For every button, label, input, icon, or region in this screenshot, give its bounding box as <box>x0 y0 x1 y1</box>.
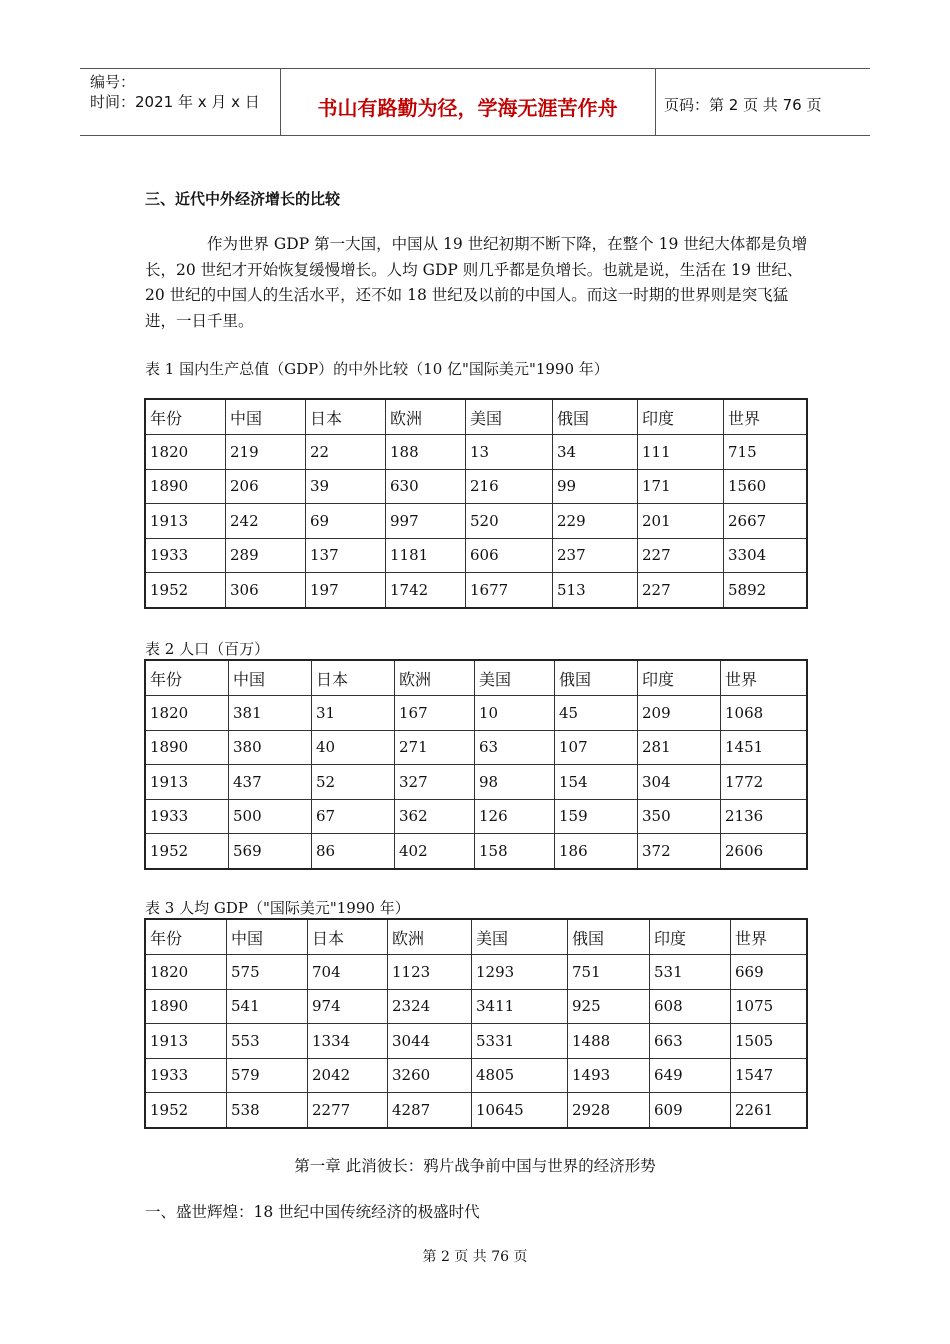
value-cell: 569 <box>229 834 312 868</box>
value-cell: 380 <box>229 731 312 766</box>
value-cell: 158 <box>475 834 555 868</box>
subsection-title: 一、盛世辉煌：18 世纪中国传统经济的极盛时代 <box>145 1203 480 1221</box>
year-cell: 1890 <box>146 470 226 505</box>
value-cell: 630 <box>386 470 466 505</box>
value-cell: 40 <box>312 731 395 766</box>
table-row <box>146 539 806 574</box>
year-cell: 1933 <box>146 800 229 835</box>
value-cell: 3044 <box>388 1024 472 1059</box>
value-cell: 5892 <box>728 580 767 599</box>
table-row <box>146 955 806 990</box>
value-cell: 609 <box>650 1093 731 1127</box>
table-row <box>146 1059 806 1094</box>
table-3-caption: 表 3 人均 GDP（"国际美元"1990 年） <box>145 899 410 917</box>
value-cell: 1547 <box>731 1059 806 1094</box>
value-cell: 381 <box>229 696 312 731</box>
table-row <box>146 990 806 1025</box>
value-cell: 10645 <box>472 1093 568 1127</box>
value-cell: 531 <box>650 955 731 990</box>
time-label: 时间：2021 年 x 月 x 日 <box>90 93 260 111</box>
table-row <box>146 800 806 835</box>
value-cell: 306 <box>226 573 306 607</box>
header-cell: 欧洲 <box>395 661 475 696</box>
value-cell: 1505 <box>731 1024 806 1059</box>
header-cell: 世界 <box>731 920 806 955</box>
value-cell: 579 <box>227 1059 308 1094</box>
table-2-caption: 表 2 人口（百万） <box>145 640 270 658</box>
table-row <box>146 470 806 505</box>
header-cell: 印度 <box>638 661 721 696</box>
value-cell: 974 <box>308 990 388 1025</box>
header-motto: 书山有路勤为径，学海无涯苦作舟 <box>317 96 618 120</box>
header-cell: 中国 <box>226 400 306 435</box>
table-row <box>146 1093 806 1127</box>
population-table-body <box>146 661 806 868</box>
table-1-caption: 表 1 国内生产总值（GDP）的中外比较（10 亿"国际美元"1990 年） <box>145 360 609 378</box>
header-divider-right <box>655 68 656 135</box>
value-cell: 541 <box>227 990 308 1025</box>
page-footer: 第 2 页 共 76 页 <box>422 1249 528 1265</box>
header-bottom-rule <box>80 135 870 136</box>
value-cell: 271 <box>395 731 475 766</box>
value-cell: 2261 <box>735 1100 774 1119</box>
value-cell: 186 <box>555 834 638 868</box>
year-cell: 1952 <box>146 834 229 868</box>
header-top-rule <box>80 68 870 69</box>
value-cell: 1181 <box>386 539 466 574</box>
intro-paragraph: 作为世界 GDP 第一大国，中国从 19 世纪初期不断下降，在整个 19 世纪大体都是负增长，20 世纪才开始恢复缓慢增长。人均 GDP 则几乎都是负增长。也就是说，生活在 19 世纪、20 世纪的中国人的生活水平，还不如 18 世纪及以前的中国人。而这一时期的世界则是突飞猛进，一日千里。 <box>145 235 808 330</box>
per-capita-gdp-table <box>144 918 808 1129</box>
year-cell: 1820 <box>146 696 229 731</box>
value-cell: 45 <box>555 696 638 731</box>
value-cell: 229 <box>553 504 638 539</box>
value-cell: 606 <box>466 539 553 574</box>
table-row <box>146 696 806 731</box>
section-title: 三、近代中外经济增长的比较 <box>145 190 341 208</box>
table-row <box>146 435 806 470</box>
value-cell: 216 <box>466 470 553 505</box>
value-cell: 52 <box>312 765 395 800</box>
value-cell: 4287 <box>388 1093 472 1127</box>
value-cell: 649 <box>650 1059 731 1094</box>
table-header-row <box>146 920 806 955</box>
value-cell: 1123 <box>388 955 472 990</box>
header-cell: 世界 <box>721 661 806 696</box>
value-cell: 289 <box>226 539 306 574</box>
header-cell: 日本 <box>306 400 386 435</box>
value-cell: 67 <box>312 800 395 835</box>
year-cell: 1890 <box>146 731 229 766</box>
value-cell: 69 <box>306 504 386 539</box>
year-cell: 1890 <box>146 990 227 1025</box>
value-cell: 362 <box>395 800 475 835</box>
table-header-row <box>146 400 806 435</box>
value-cell: 159 <box>555 800 638 835</box>
value-cell: 2606 <box>725 841 764 860</box>
year-cell: 1913 <box>146 765 229 800</box>
value-cell: 5331 <box>472 1024 568 1059</box>
per-capita-gdp-table-body <box>146 920 806 1127</box>
value-cell: 107 <box>555 731 638 766</box>
year-cell: 1933 <box>146 1059 227 1094</box>
value-cell: 22 <box>306 435 386 470</box>
serial-label: 编号： <box>90 73 136 91</box>
value-cell: 219 <box>226 435 306 470</box>
value-cell: 925 <box>568 990 650 1025</box>
value-cell: 513 <box>553 573 638 607</box>
header-cell: 美国 <box>475 661 555 696</box>
value-cell: 715 <box>724 435 806 470</box>
value-cell: 201 <box>638 504 724 539</box>
table-row <box>146 731 806 766</box>
gdp-table-body <box>146 400 806 607</box>
value-cell: 751 <box>568 955 650 990</box>
value-cell: 2042 <box>308 1059 388 1094</box>
value-cell: 500 <box>229 800 312 835</box>
value-cell: 1488 <box>568 1024 650 1059</box>
header-cell: 年份 <box>146 661 229 696</box>
header-cell: 世界 <box>724 400 806 435</box>
value-cell: 704 <box>308 955 388 990</box>
value-cell: 997 <box>386 504 466 539</box>
value-cell: 1334 <box>308 1024 388 1059</box>
header-cell: 印度 <box>650 920 731 955</box>
year-cell: 1952 <box>146 1093 227 1127</box>
population-table <box>144 659 808 870</box>
table-row <box>146 1024 806 1059</box>
value-cell: 154 <box>555 765 638 800</box>
header-cell: 日本 <box>312 661 395 696</box>
value-cell: 1772 <box>721 765 806 800</box>
value-cell: 1493 <box>568 1059 650 1094</box>
table-row <box>146 834 806 868</box>
header-cell: 欧洲 <box>388 920 472 955</box>
value-cell: 2324 <box>388 990 472 1025</box>
value-cell: 188 <box>386 435 466 470</box>
value-cell: 86 <box>312 834 395 868</box>
value-cell: 1068 <box>721 696 806 731</box>
value-cell: 137 <box>306 539 386 574</box>
value-cell: 608 <box>650 990 731 1025</box>
value-cell: 304 <box>638 765 721 800</box>
value-cell: 4805 <box>472 1059 568 1094</box>
value-cell: 111 <box>638 435 724 470</box>
value-cell: 2136 <box>721 800 806 835</box>
value-cell: 538 <box>227 1093 308 1127</box>
value-cell: 242 <box>226 504 306 539</box>
value-cell: 31 <box>312 696 395 731</box>
year-cell: 1820 <box>146 435 226 470</box>
value-cell: 663 <box>650 1024 731 1059</box>
value-cell: 99 <box>553 470 638 505</box>
value-cell: 372 <box>638 834 721 868</box>
value-cell: 327 <box>395 765 475 800</box>
value-cell: 39 <box>306 470 386 505</box>
value-cell: 171 <box>638 470 724 505</box>
table-header-row <box>146 661 806 696</box>
value-cell: 10 <box>475 696 555 731</box>
header-cell: 年份 <box>146 920 227 955</box>
header-page-number: 页码：第 2 页 共 76 页 <box>664 96 822 114</box>
header-cell: 印度 <box>638 400 724 435</box>
value-cell: 520 <box>466 504 553 539</box>
value-cell: 98 <box>475 765 555 800</box>
table-row <box>146 504 806 539</box>
header-cell: 中国 <box>227 920 308 955</box>
table-row <box>146 573 806 607</box>
header-meta <box>90 72 260 112</box>
value-cell: 3411 <box>472 990 568 1025</box>
year-cell: 1820 <box>146 955 227 990</box>
value-cell: 1677 <box>466 573 553 607</box>
header-cell: 俄国 <box>553 400 638 435</box>
year-cell: 1913 <box>146 504 226 539</box>
value-cell: 63 <box>475 731 555 766</box>
value-cell: 350 <box>638 800 721 835</box>
gdp-table <box>144 398 808 609</box>
header-cell: 日本 <box>308 920 388 955</box>
value-cell: 227 <box>638 573 724 607</box>
value-cell: 575 <box>227 955 308 990</box>
table-row <box>146 765 806 800</box>
value-cell: 281 <box>638 731 721 766</box>
value-cell: 237 <box>553 539 638 574</box>
value-cell: 197 <box>306 573 386 607</box>
header-cell: 俄国 <box>555 661 638 696</box>
header-cell: 欧洲 <box>386 400 466 435</box>
value-cell: 1451 <box>721 731 806 766</box>
header-cell: 俄国 <box>568 920 650 955</box>
value-cell: 227 <box>638 539 724 574</box>
value-cell: 13 <box>466 435 553 470</box>
value-cell: 2667 <box>724 504 806 539</box>
year-cell: 1952 <box>146 573 226 607</box>
value-cell: 3260 <box>388 1059 472 1094</box>
value-cell: 3304 <box>724 539 806 574</box>
header-cell: 美国 <box>466 400 553 435</box>
value-cell: 206 <box>226 470 306 505</box>
value-cell: 1075 <box>731 990 806 1025</box>
value-cell: 402 <box>395 834 475 868</box>
value-cell: 167 <box>395 696 475 731</box>
value-cell: 1742 <box>386 573 466 607</box>
value-cell: 2928 <box>568 1093 650 1127</box>
value-cell: 126 <box>475 800 555 835</box>
year-cell: 1913 <box>146 1024 227 1059</box>
value-cell: 34 <box>553 435 638 470</box>
value-cell: 553 <box>227 1024 308 1059</box>
year-cell: 1933 <box>146 539 226 574</box>
value-cell: 2277 <box>308 1093 388 1127</box>
value-cell: 669 <box>731 955 806 990</box>
value-cell: 1293 <box>472 955 568 990</box>
chapter-title: 第一章 此消彼长：鸦片战争前中国与世界的经济形势 <box>294 1157 656 1175</box>
value-cell: 437 <box>229 765 312 800</box>
header-cell: 年份 <box>146 400 226 435</box>
value-cell: 1560 <box>724 470 806 505</box>
header-cell: 中国 <box>229 661 312 696</box>
header-cell: 美国 <box>472 920 568 955</box>
value-cell: 209 <box>638 696 721 731</box>
